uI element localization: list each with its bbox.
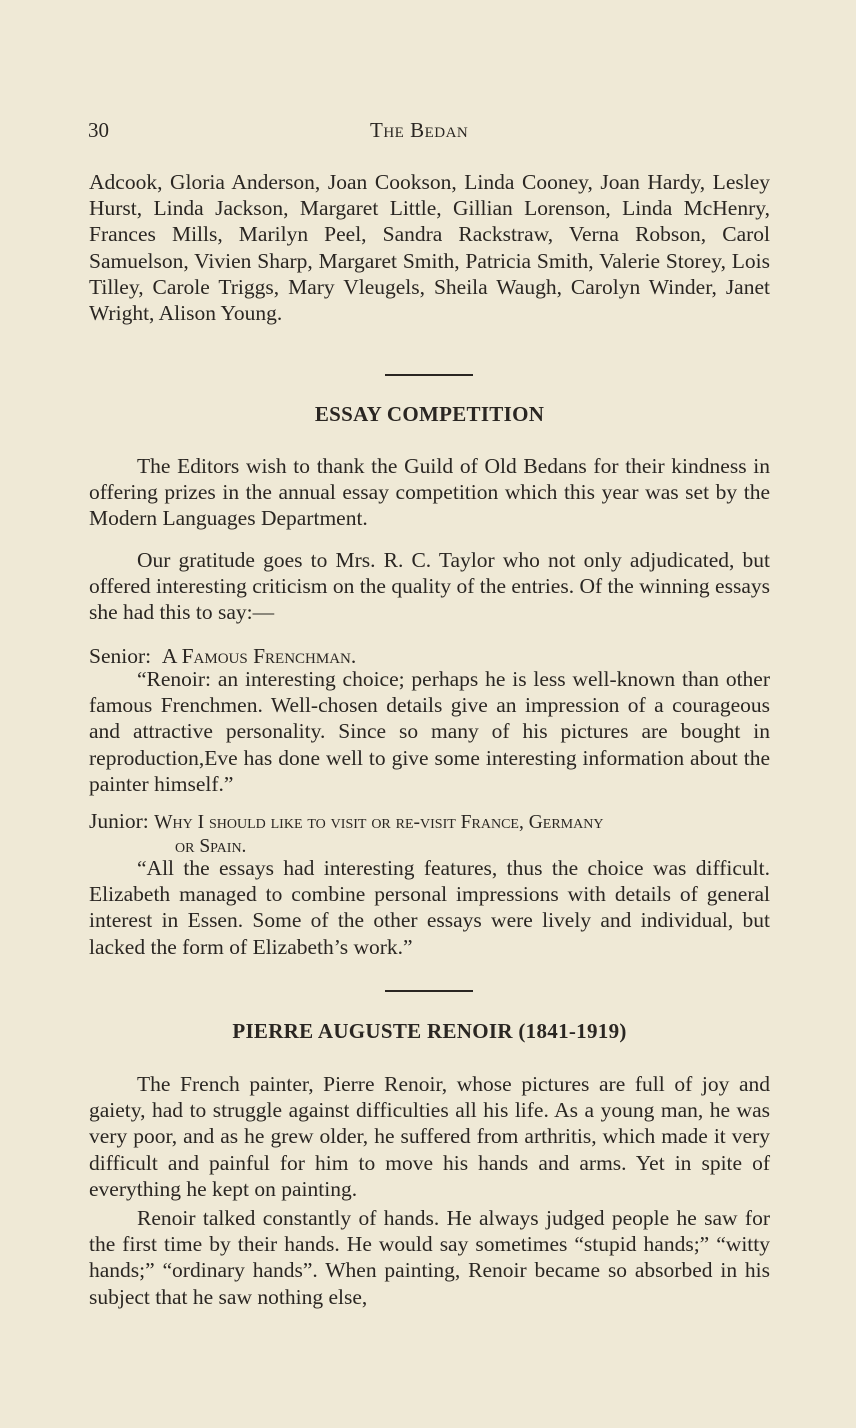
essay-competition-heading: ESSAY COMPETITION [314,402,545,426]
section-divider [385,374,473,376]
essay-gratitude-paragraph: Our gratitude goes to Mrs. R. C. Taylor who not only adjudicated, but offered interesting criticism on the quality of the entries. Of the winning essays she had this to say:— [89,548,770,625]
senior-label: Senior: [89,644,152,668]
names-paragraph: Adcook, Gloria Anderson, Joan Cookson, Linda Cooney, Joan Hardy, Lesley Hurst, Linda Jackson, Margaret Little, Gillian Lorenson, Linda McHenry, Frances Mills, Marilyn Peel, Sandra Rackstraw, Verna Robson, Carol Samuelson, Vivien Sharp, Margaret Smith, Patricia Smith, Valerie Storey, Lois Tilley, Carole Triggs, Mary Vleugels, Sheila Waugh, Carolyn Winder, Janet Wright, Alison Young. [89,170,770,326]
junior-essay-title-line-2: or Spain. [175,836,247,857]
page-header [88,118,768,148]
renoir-heading: PIERRE AUGUSTE RENOIR (1841-1919) [232,1019,627,1043]
renoir-paragraph-2: Renoir talked constantly of hands. He always judged people he saw for the first time by their hands. He would say sometimes “stupid hands;” “witty hands;” “ordinary hands”. When painting, Renoir became so absorbed in his subject that he saw nothing else, [89,1206,770,1309]
junior-essay-title-line-1: Why I should like to visit or re-visit France, Germany [154,812,604,833]
senior-comment: “Renoir: an interesting choice; perhaps he is less well-known than other famous Frenchmen. Well-chosen details give an impression of a courageous and attractive personality. Since so many of his pictures are bought in reproduction,Eve has done well to give some interesting information about the painter himself.” [89,667,770,796]
running-title: The Bedan [370,118,469,142]
senior-essay-title: A Famous Frenchman. [161,644,357,668]
junior-label: Junior: [89,809,149,833]
essay-intro-paragraph: The Editors wish to thank the Guild of Old Bedans for their kindness in offering prizes in the annual essay competition which this year was set by the Modern Languages Department. [89,454,770,531]
page-number: 30 [88,118,109,142]
section-divider [385,990,473,992]
junior-comment: “All the essays had interesting features, thus the choice was difficult. Elizabeth managed to combine personal impressions with details of general interest in Essen. Some of the other essays were lively and individual, but lacked the form of Elizabeth’s work.” [89,856,770,959]
renoir-paragraph-1: The French painter, Pierre Renoir, whose pictures are full of joy and gaiety, had to struggle against difficulties all his life. As a young man, he was very poor, and as he grew older, he suffered from arthritis, which made it very difficult and painful for him to move his hands and arms. Yet in spite of everything he kept on painting. [89,1072,770,1201]
